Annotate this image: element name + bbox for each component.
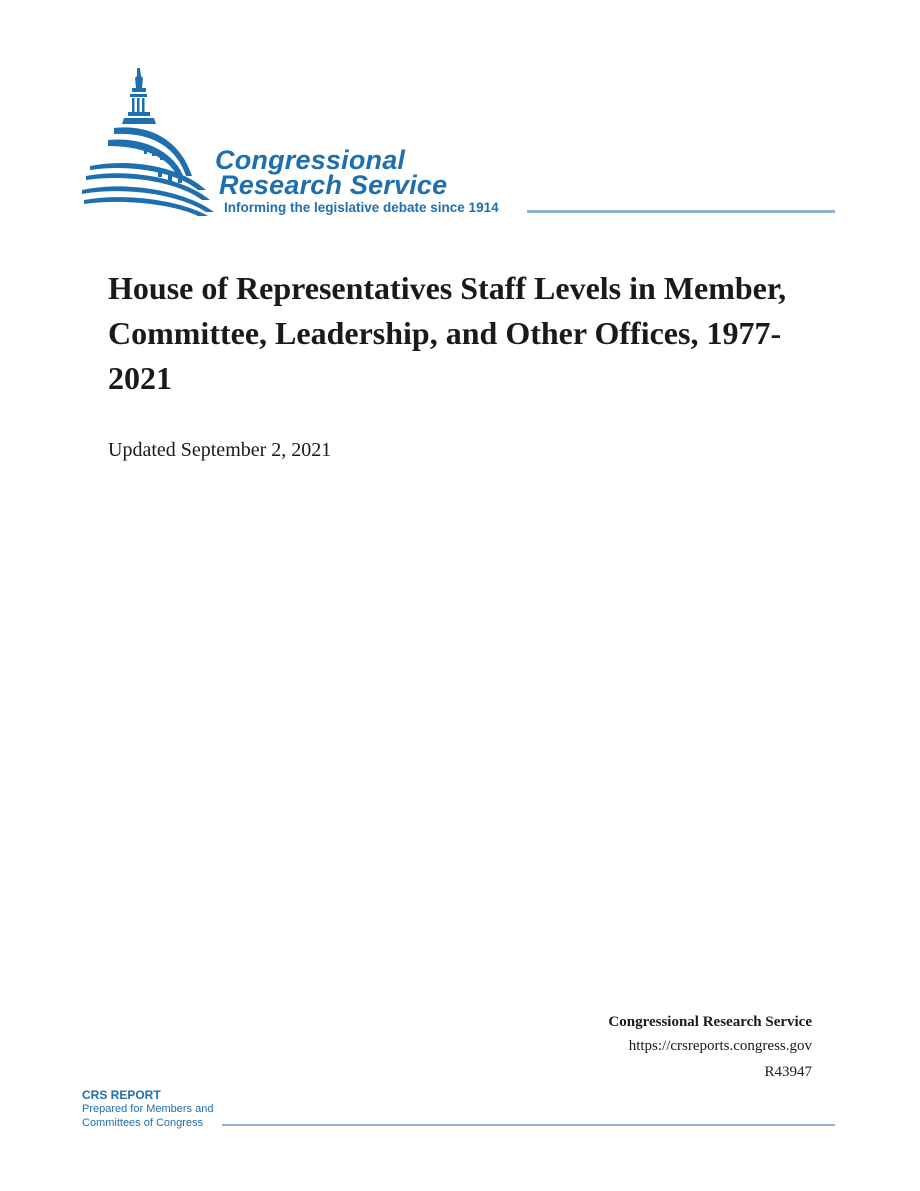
logo-tagline: Informing the legislative debate since 1914 [224,200,499,215]
crs-report-heading: CRS REPORT [82,1088,161,1102]
footer-info [608,1012,812,1082]
capitol-dome-icon [80,66,220,218]
updated-date: Updated September 2, 2021 [108,439,332,461]
footer-divider [222,1124,835,1126]
crs-report-label [82,1088,213,1130]
footer-organization: Congressional Research Service [608,1014,812,1030]
crs-report-line2: Committees of Congress [82,1117,204,1129]
header-divider [527,210,835,213]
logo-title-line1: Congressional [215,145,406,175]
logo-title-line2: Research Service [219,170,448,200]
document-title: House of Representatives Staff Levels in Member, Committee, Leadership, and Other Offices, 1977-2021 [108,270,787,396]
report-number: R43947 [764,1064,812,1080]
crs-report-line1: Prepared for Members and [82,1103,214,1115]
footer-url-link[interactable]: https://crsreports.congress.gov [628,1038,812,1054]
